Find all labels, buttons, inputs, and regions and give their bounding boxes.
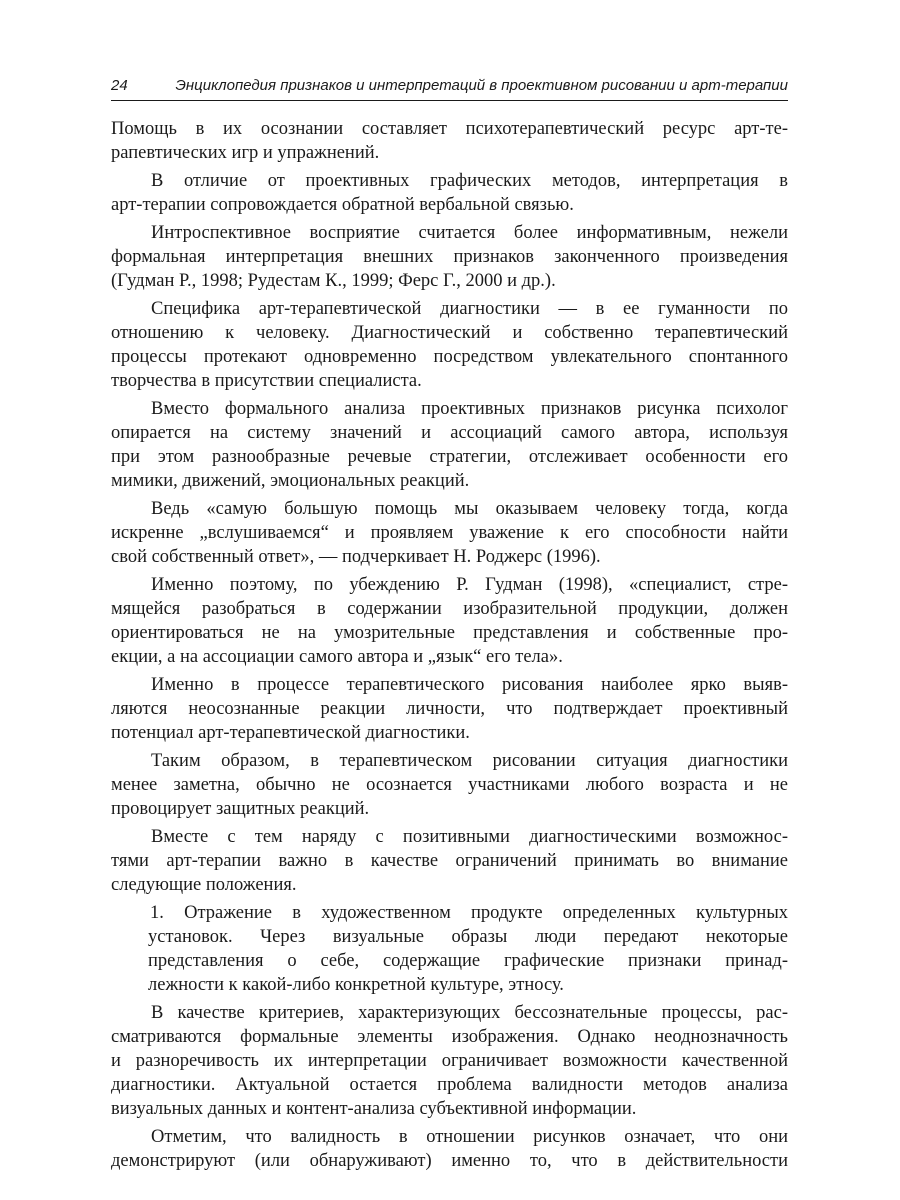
text-line: творчества в присутствии специалиста. bbox=[111, 371, 422, 391]
page-number: 24 bbox=[111, 77, 128, 94]
text-line: потенциал арт-терапевтической диагностики. bbox=[111, 723, 470, 743]
text-line: арт-терапии сопровождается обратной вербальной связью. bbox=[111, 195, 574, 215]
text-line: диагностики. Актуальной остается проблема валидности методов анализа bbox=[111, 1075, 788, 1095]
text-line: Отметим, что валидность в отношении рисунков означает, что они bbox=[151, 1127, 788, 1147]
list-item bbox=[111, 901, 788, 997]
text-line: мящейся разобраться в содержании изобразительной продукции, должен bbox=[111, 599, 788, 619]
text-line: Интроспективное восприятие считается более информативным, нежели bbox=[151, 223, 788, 243]
text-line: менее заметна, обычно не осознается участниками любого возраста и не bbox=[111, 775, 788, 795]
text-line: В качестве критериев, характеризующих бессознательные процессы, рас- bbox=[151, 1003, 788, 1023]
text-line: опирается на систему значений и ассоциаций самого автора, используя bbox=[111, 423, 788, 443]
paragraph bbox=[111, 497, 788, 569]
text-line: Специфика арт-терапевтической диагностики — в ее гуманности по bbox=[151, 299, 788, 319]
paragraph bbox=[111, 297, 788, 393]
paragraph bbox=[111, 117, 788, 165]
text-line: сматриваются формальные элементы изображения. Однако неоднозначность bbox=[111, 1027, 788, 1047]
text-line: процессы протекают одновременно посредством увлекательного спонтанного bbox=[111, 347, 788, 367]
text-line: следующие положения. bbox=[111, 875, 297, 895]
paragraph bbox=[111, 1001, 788, 1121]
text-line: (Гудман Р., 1998; Рудестам К., 1999; Ферс Г., 2000 и др.). bbox=[111, 271, 556, 291]
paragraph bbox=[111, 169, 788, 217]
text-line: при этом разнообразные речевые стратегии, отслеживает особенности его bbox=[111, 447, 788, 467]
text-line: Вместо формального анализа проективных признаков рисунка психолог bbox=[151, 399, 788, 419]
text-line: тями арт-терапии важно в качестве ограничений принимать во внимание bbox=[111, 851, 788, 871]
paragraph bbox=[111, 397, 788, 493]
text-line: представления о себе, содержащие графические признаки принад- bbox=[148, 951, 788, 971]
text-line: ляются неосознанные реакции личности, что подтверждает проективный bbox=[111, 699, 788, 719]
text-line: ориентироваться не на умозрительные представления и собственные про- bbox=[111, 623, 788, 643]
paragraph bbox=[111, 573, 788, 669]
text-line: визуальных данных и контент-анализа субъективной информации. bbox=[111, 1099, 637, 1119]
text-line: рапевтических игр и упражнений. bbox=[111, 143, 380, 163]
text-line: Вместе с тем наряду с позитивными диагностическими возможнос- bbox=[151, 827, 788, 847]
body-text bbox=[111, 117, 788, 1173]
text-line: провоцирует защитных реакций. bbox=[111, 799, 370, 819]
paragraph bbox=[111, 1125, 788, 1173]
text-line: Ведь «самую большую помощь мы оказываем человеку тогда, когда bbox=[151, 499, 788, 519]
text-line: искренне „вслушиваемся“ и проявляем уважение к его способности найти bbox=[111, 523, 788, 543]
text-line: установок. Через визуальные образы люди передают некоторые bbox=[148, 927, 788, 947]
text-line: Помощь в их осознании составляет психотерапевтический ресурс арт-те- bbox=[111, 119, 788, 139]
text-line: 1. Отражение в художественном продукте определенных культурных bbox=[150, 903, 788, 923]
text-line: свой собственный ответ», — подчеркивает Н. Роджерс (1996). bbox=[111, 547, 601, 567]
text-line: Именно поэтому, по убеждению Р. Гудман (1998), «специалист, стре- bbox=[151, 575, 788, 595]
text-line: отношению к человеку. Диагностический и собственно терапевтический bbox=[111, 323, 788, 343]
text-line: формальная интерпретация внешних признаков законченного произведения bbox=[111, 247, 788, 267]
text-line: Таким образом, в терапевтическом рисовании ситуация диагностики bbox=[151, 751, 788, 771]
header-rule bbox=[111, 100, 788, 101]
text-line: лежности к какой-либо конкретной культуре, этносу. bbox=[148, 975, 564, 995]
paragraph bbox=[111, 749, 788, 821]
text-line: демонстрируют (или обнаруживают) именно то, что в действительности bbox=[111, 1151, 788, 1171]
running-title: Энциклопедия признаков и интерпретаций в проективном рисовании и арт-терапии bbox=[175, 77, 788, 94]
paragraph bbox=[111, 825, 788, 897]
paragraph bbox=[111, 673, 788, 745]
text-line: екции, а на ассоциации самого автора и „язык“ его тела». bbox=[111, 647, 563, 667]
paragraph bbox=[111, 221, 788, 293]
text-line: и разноречивость их интерпретации ограничивает возможности качественной bbox=[111, 1051, 788, 1071]
text-line: мимики, движений, эмоциональных реакций. bbox=[111, 471, 470, 491]
running-header bbox=[111, 73, 788, 101]
text-line: В отличие от проективных графических методов, интерпретация в bbox=[151, 171, 788, 191]
text-line: Именно в процессе терапевтического рисования наиболее ярко выяв- bbox=[151, 675, 788, 695]
